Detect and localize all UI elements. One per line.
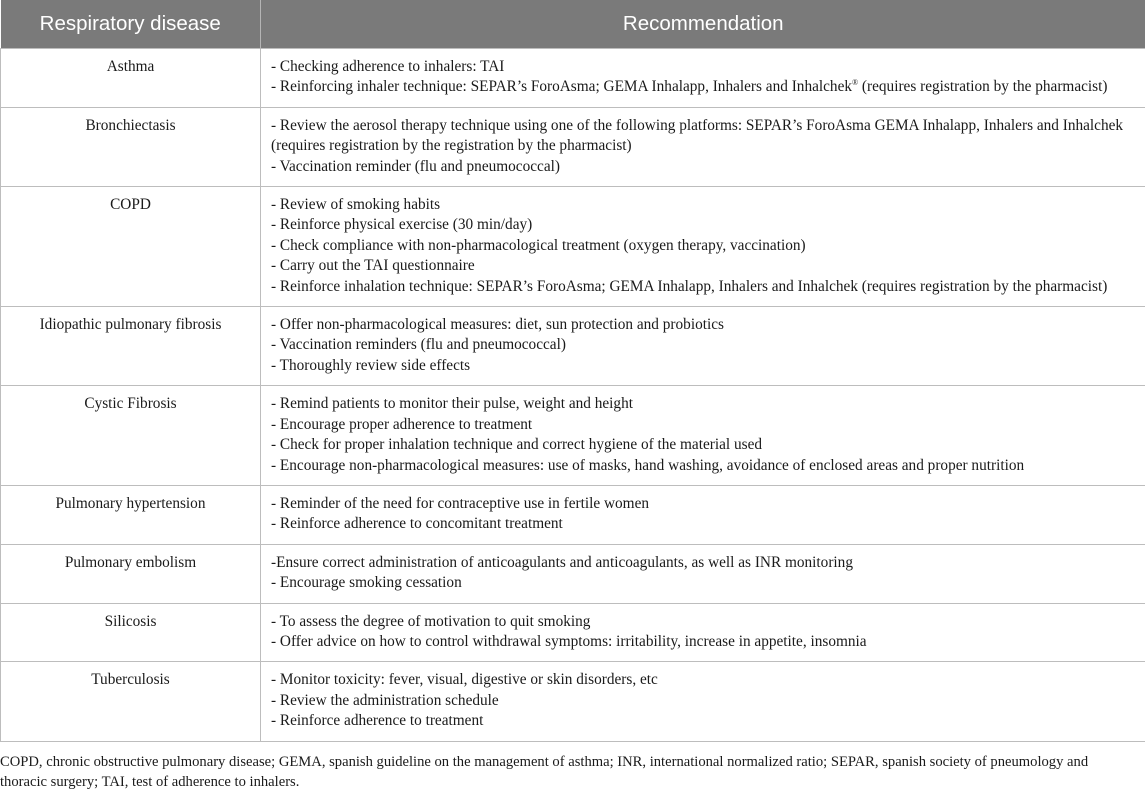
column-header-recommendation: Recommendation: [261, 0, 1145, 49]
recommendation-item: - Carry out the TAI questionnaire: [271, 256, 1139, 276]
table-row: [1, 107, 1145, 186]
recommendation-cell: [261, 107, 1145, 186]
disease-cell: Tuberculosis: [1, 662, 261, 741]
disease-cell: Idiopathic pulmonary fibrosis: [1, 307, 261, 386]
recommendation-item: -Ensure correct administration of anticoagulants and anticoagulants, as well as INR monitoring: [271, 553, 1139, 573]
disease-cell: Cystic Fibrosis: [1, 386, 261, 486]
recommendation-cell: [261, 386, 1145, 486]
recommendation-item: - Reinforcing inhaler technique: SEPAR’s ForoAsma; GEMA Inhalapp, Inhalers and Inhalchek® (requires registration by the pharmacist): [271, 77, 1139, 97]
recommendation-item: - To assess the degree of motivation to quit smoking: [271, 612, 1139, 632]
disease-cell: Pulmonary embolism: [1, 544, 261, 603]
recommendation-cell: [261, 485, 1145, 544]
recommendation-item: - Review the administration schedule: [271, 691, 1139, 711]
disease-cell: Asthma: [1, 49, 261, 108]
recommendation-item: - Encourage non-pharmacological measures: use of masks, hand washing, avoidance of enclosed areas and proper nutrition: [271, 456, 1139, 476]
recommendation-item: - Offer advice on how to control withdrawal symptoms: irritability, increase in appetite, insomnia: [271, 632, 1139, 652]
recommendation-cell: [261, 662, 1145, 741]
recommendation-item: - Review the aerosol therapy technique using one of the following platforms: SEPAR’s ForoAsma GEMA Inhalapp, Inhalers and Inhalchek (requires registration by the registration by the pharmacist): [271, 116, 1139, 157]
recommendation-item: - Monitor toxicity: fever, visual, digestive or skin disorders, etc: [271, 670, 1139, 690]
disease-cell: Pulmonary hypertension: [1, 485, 261, 544]
recommendation-item: - Reminder of the need for contraceptive use in fertile women: [271, 494, 1139, 514]
disease-cell: COPD: [1, 187, 261, 307]
disease-cell: Silicosis: [1, 603, 261, 662]
recommendation-item: - Check compliance with non-pharmacological treatment (oxygen therapy, vaccination): [271, 236, 1139, 256]
recommendation-item: - Reinforce adherence to concomitant treatment: [271, 514, 1139, 534]
table-row: [1, 603, 1145, 662]
recommendation-item: - Checking adherence to inhalers: TAI: [271, 57, 1139, 77]
recommendation-item: - Review of smoking habits: [271, 195, 1139, 215]
recommendation-item: - Reinforce adherence to treatment: [271, 711, 1139, 731]
recommendation-item: - Check for proper inhalation technique and correct hygiene of the material used: [271, 435, 1139, 455]
table-row: [1, 307, 1145, 386]
table-row: [1, 49, 1145, 108]
recommendation-item: - Encourage proper adherence to treatment: [271, 415, 1139, 435]
recommendation-item: - Vaccination reminder (flu and pneumococcal): [271, 157, 1139, 177]
recommendation-cell: [261, 49, 1145, 108]
recommendation-item: - Remind patients to monitor their pulse, weight and height: [271, 394, 1139, 414]
table-row: [1, 187, 1145, 307]
column-header-disease: Respiratory disease: [1, 0, 261, 49]
recommendation-cell: [261, 307, 1145, 386]
disease-cell: Bronchiectasis: [1, 107, 261, 186]
table-header-row: [1, 0, 1145, 49]
table-footnote: COPD, chronic obstructive pulmonary disease; GEMA, spanish guideline on the management of asthma; INR, international normalized ratio; SEPAR, spanish society of pneumology and thoracic surgery; TAI, test of adherence to inhalers.: [0, 752, 1135, 792]
table-row: [1, 662, 1145, 741]
recommendation-item: - Thoroughly review side effects: [271, 356, 1139, 376]
recommendation-cell: [261, 603, 1145, 662]
table-body: [1, 49, 1145, 742]
table-row: [1, 386, 1145, 486]
recommendation-item: - Vaccination reminders (flu and pneumococcal): [271, 335, 1139, 355]
recommendation-item: - Offer non-pharmacological measures: diet, sun protection and probiotics: [271, 315, 1139, 335]
recommendation-item: - Encourage smoking cessation: [271, 573, 1139, 593]
table-row: [1, 485, 1145, 544]
table-row: [1, 544, 1145, 603]
recommendation-cell: [261, 187, 1145, 307]
recommendation-cell: [261, 544, 1145, 603]
recommendation-item: - Reinforce physical exercise (30 min/day): [271, 215, 1139, 235]
recommendation-item: - Reinforce inhalation technique: SEPAR’s ForoAsma; GEMA Inhalapp, Inhalers and Inhalchek (requires registration by the pharmacist): [271, 277, 1139, 297]
